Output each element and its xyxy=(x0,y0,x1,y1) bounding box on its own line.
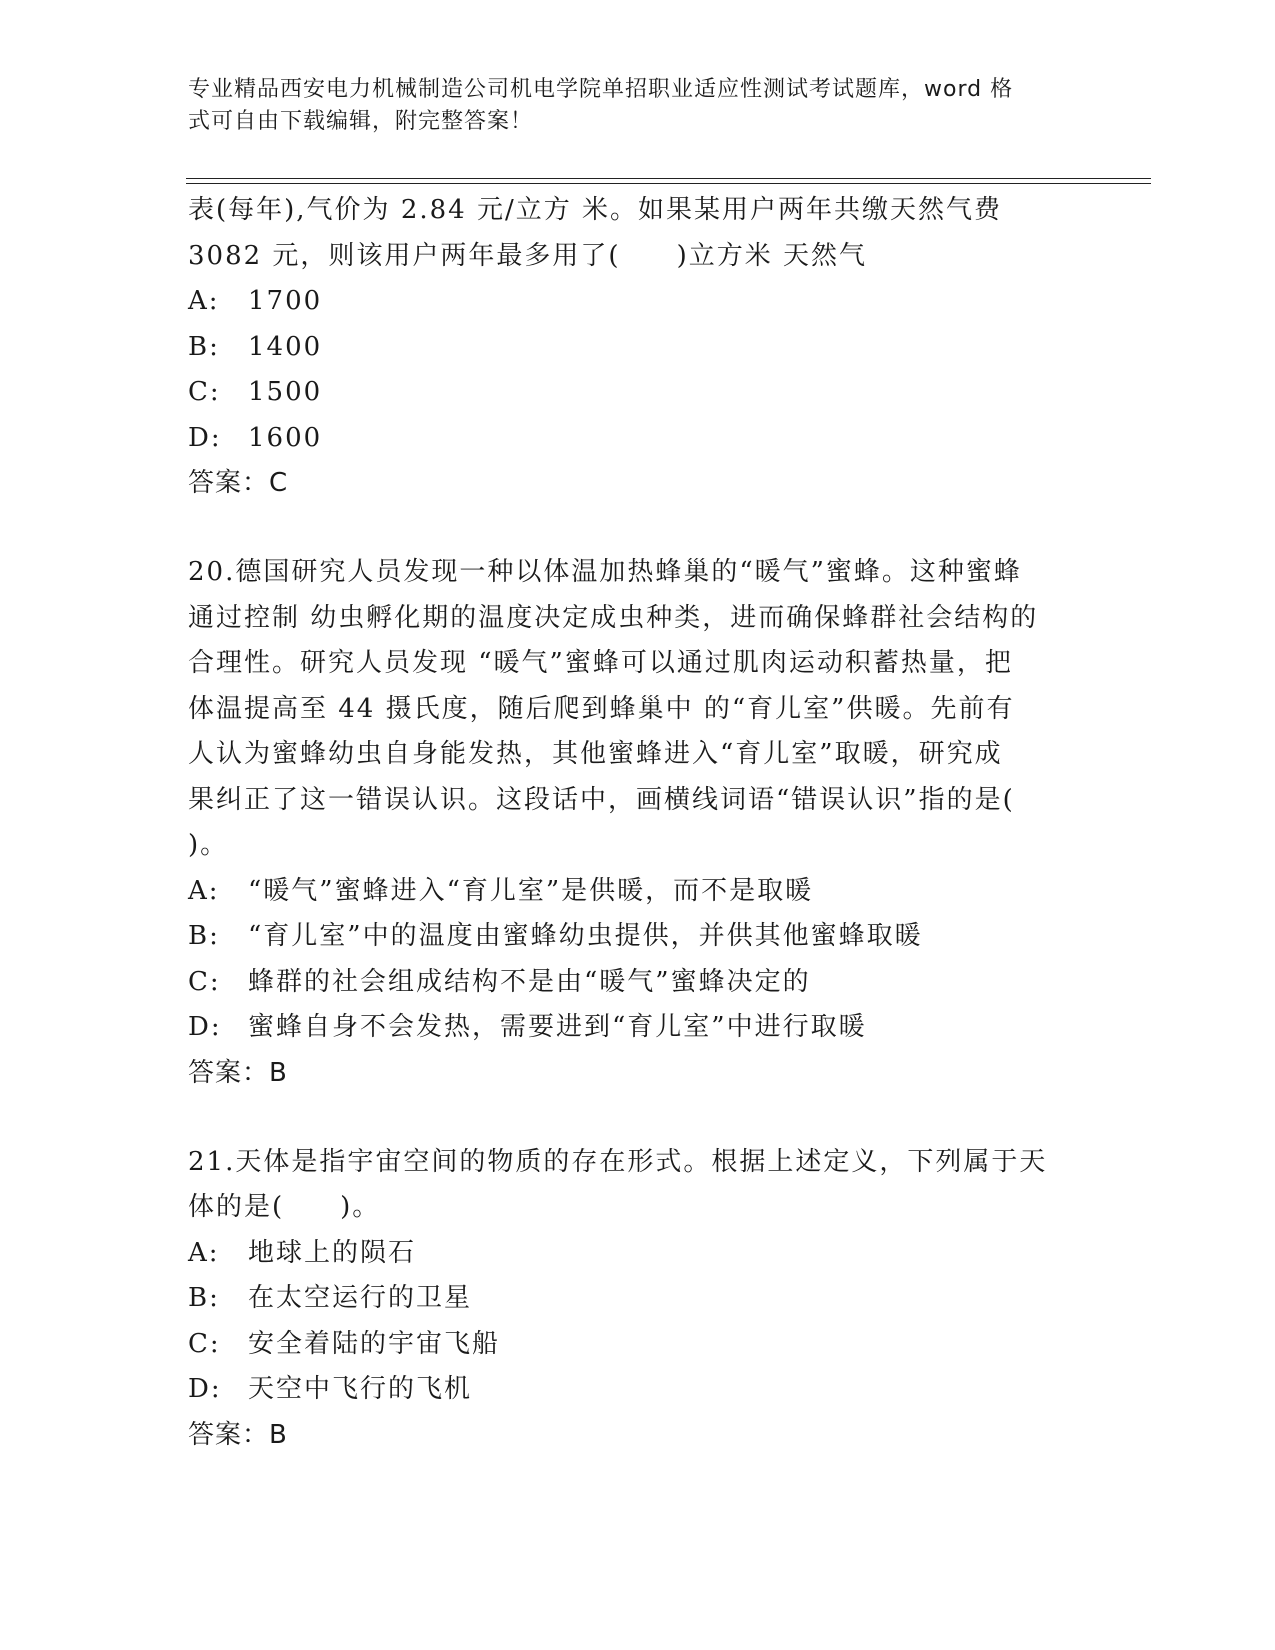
option-key: D: xyxy=(188,422,222,453)
question-text-line: 3082 元，则该用户两年最多用了( )立方米 天然气 xyxy=(188,240,867,271)
question-list xyxy=(188,188,1078,1458)
option-c xyxy=(188,370,1078,416)
question-text-line: 人认为蜜蜂幼虫自身能发热，其他蜜蜂进入“育儿室”取暖，研究成 xyxy=(188,739,1003,769)
question-text-line: 20.德国研究人员发现一种以体温加热蜂巢的“暖气”蜜蜂。这种蜜蜂 xyxy=(188,557,1022,587)
question-text-line: 体温提高至 44 摄氏度，随后爬到蜂巢中 的“育儿室”供暖。先前有 xyxy=(188,693,1015,724)
question-21 xyxy=(188,1140,1078,1458)
header-divider-bottom xyxy=(186,183,1151,184)
option-d xyxy=(188,1367,1078,1413)
option-text: 1400 xyxy=(248,331,323,362)
option-b xyxy=(188,325,1078,371)
question-text-line: 表(每年),气价为 2.84 元/立方 米。如果某用户两年共缴天然气费 xyxy=(188,195,1002,225)
option-a xyxy=(188,869,1078,915)
answer-line: 答案：B xyxy=(188,1057,288,1088)
option-text: 1500 xyxy=(248,377,323,407)
header-line-1: 专业精品西安电力机械制造公司机电学院单招职业适应性测试考试题库，word 格 xyxy=(188,77,1014,102)
answer-line: 答案：B xyxy=(188,1419,288,1450)
option-b xyxy=(188,914,1078,960)
option-text: 蜜蜂自身不会发热，需要进到“育儿室”中进行取暖 xyxy=(248,1012,867,1042)
question-text-line: 21.天体是指宇宙空间的物质的存在形式。根据上述定义，下列属于天 xyxy=(188,1146,1048,1177)
option-text: 地球上的陨石 xyxy=(248,1237,417,1268)
answer-line: 答案：C xyxy=(188,468,289,498)
option-text: 在太空运行的卫星 xyxy=(248,1283,473,1313)
option-a xyxy=(188,279,1078,325)
option-key: C: xyxy=(188,377,221,407)
option-text: 1700 xyxy=(248,286,323,316)
option-c xyxy=(188,1322,1078,1368)
option-key: A: xyxy=(188,875,220,906)
option-d xyxy=(188,1005,1078,1051)
option-text: “育儿室”中的温度由蜜蜂幼虫提供，并供其他蜜蜂取暖 xyxy=(248,921,923,951)
question-20 xyxy=(188,550,1078,1096)
question-19 xyxy=(188,188,1078,506)
page-header xyxy=(188,74,1068,138)
question-text-line: 通过控制 幼虫孵化期的温度决定成虫种类，进而确保蜂群社会结构的 xyxy=(188,602,1039,633)
option-key: A: xyxy=(188,1237,220,1268)
option-key: C: xyxy=(188,1328,221,1359)
option-text: 安全着陆的宇宙飞船 xyxy=(248,1328,501,1359)
option-text: 蜂群的社会组成结构不是由“暖气”蜜蜂决定的 xyxy=(248,966,811,997)
option-key: C: xyxy=(188,966,221,997)
option-c xyxy=(188,960,1078,1006)
option-key: A: xyxy=(188,286,220,316)
question-text-line: 合理性。研究人员发现 “暖气”蜜蜂可以通过肌肉运动积蓄热量，把 xyxy=(188,648,1013,678)
question-text-line: )。 xyxy=(188,830,229,860)
option-text: 天空中飞行的飞机 xyxy=(248,1374,473,1404)
header-divider-top xyxy=(186,178,1151,179)
option-key: B: xyxy=(188,921,220,951)
option-d xyxy=(188,416,1078,462)
option-key: B: xyxy=(188,331,220,362)
question-text-line: 果纠正了这一错误认识。这段话中，画横线词语“错误认识”指的是( xyxy=(188,784,1015,815)
question-text-line: 体的是( )。 xyxy=(188,1192,381,1222)
option-key: D: xyxy=(188,1374,222,1404)
option-key: D: xyxy=(188,1012,222,1042)
option-a xyxy=(188,1231,1078,1277)
option-text: “暖气”蜜蜂进入“育儿室”是供暖，而不是取暖 xyxy=(248,875,814,906)
header-line-2: 式可自由下载编辑，附完整答案！ xyxy=(188,109,534,134)
option-b xyxy=(188,1276,1078,1322)
option-key: B: xyxy=(188,1283,220,1313)
option-text: 1600 xyxy=(248,422,323,453)
